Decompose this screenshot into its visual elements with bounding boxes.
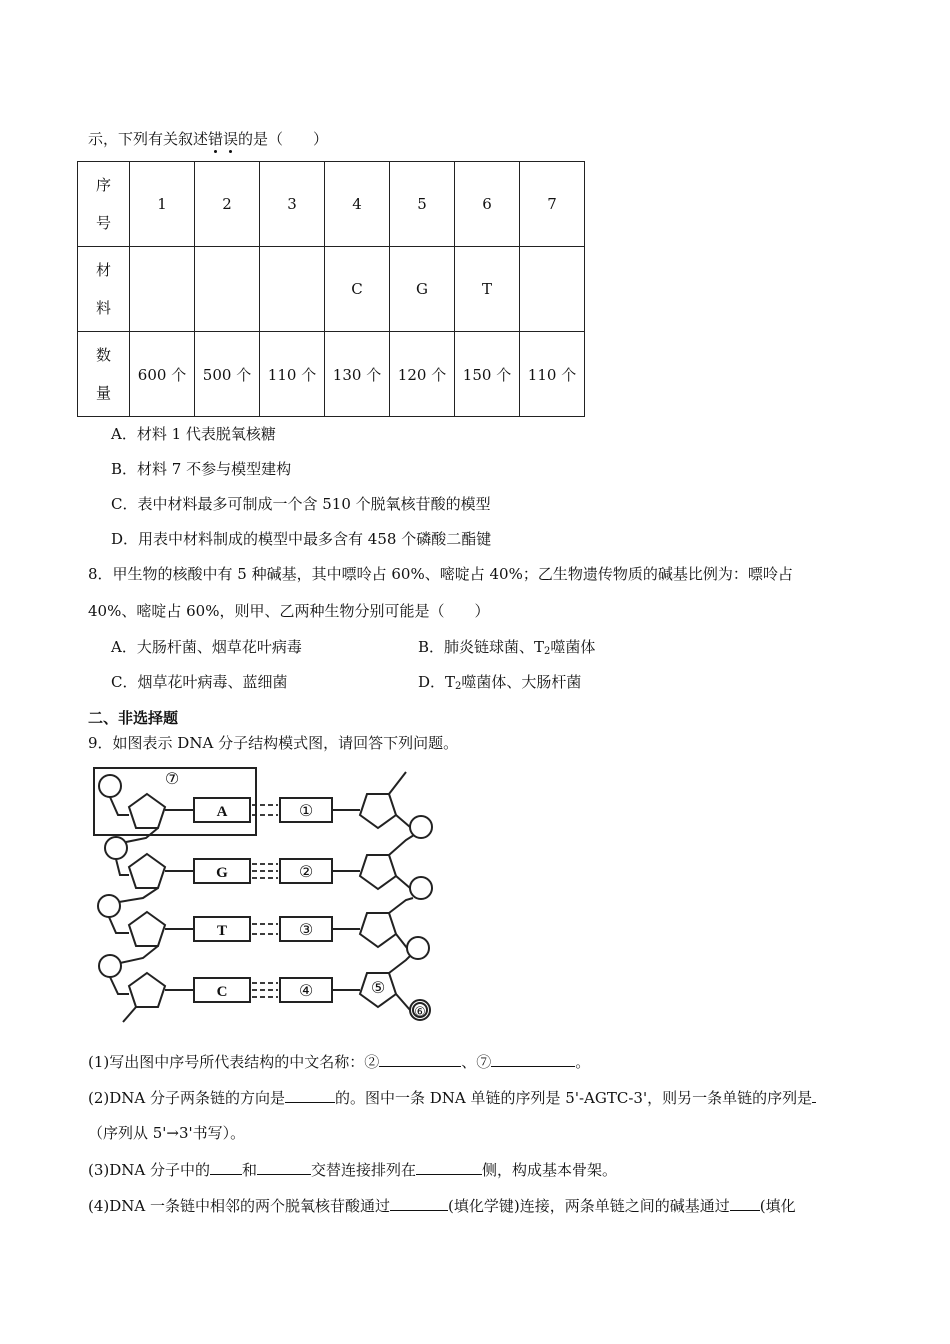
table-cell: 6: [455, 162, 520, 247]
phosphate-circle: [98, 895, 120, 917]
q9-part-3: (3)DNA 分子中的 和 交替连接排列在 侧，构成基本骨架。: [88, 1158, 617, 1180]
table-cell: G: [390, 247, 455, 332]
q7-intro-text: 示，下列有关叙述: [88, 130, 209, 148]
sugar-label: ⑤: [370, 978, 386, 997]
q9-part-2: (2)DNA 分子两条链的方向是 的。图中一条 DNA 单链的序列是 5'-AGTC-3'，则另一条单链的序列是: [88, 1086, 816, 1108]
q7-option-b: B．材料 7 不参与模型建构: [111, 460, 292, 478]
q7-intro-emphasis-1: 错: [208, 130, 224, 148]
table-cell: C: [325, 247, 390, 332]
q8-option-d: D．$T_2$噬菌体、大肠杆菌: [418, 673, 582, 692]
q8-option-a: A．大肠杆菌、烟草花叶病毒: [111, 638, 302, 656]
q9-stem: 9．如图表示 DNA 分子结构模式图，请回答下列问题。: [88, 734, 459, 752]
table-cell: [260, 247, 325, 332]
base-label-left: G: [216, 865, 228, 881]
table-cell: 120 个: [390, 332, 455, 417]
base-label-right: ②: [298, 862, 314, 881]
table-cell: 5: [390, 162, 455, 247]
table-cell: 4: [325, 162, 390, 247]
answer-blank[interactable]: [390, 1194, 448, 1211]
base-label-right: ③: [298, 920, 314, 939]
answer-blank[interactable]: [210, 1158, 242, 1175]
phosphate-circle: [99, 775, 121, 797]
q8-stem-line2: 40%、嘧啶占 60%，则甲、乙两种生物分别可能是（ ）: [88, 602, 490, 620]
materials-table: [77, 161, 585, 417]
base-label-right: ①: [298, 801, 314, 820]
table-row: [78, 247, 585, 332]
q9-part-1: (1)写出图中序号所代表结构的中文名称：② 、⑦ 。: [88, 1050, 590, 1072]
deoxyribose-pentagon: [129, 854, 165, 888]
row-header-cell: 序号: [78, 162, 130, 247]
base-label-left: A: [216, 804, 228, 820]
q7-option-d: D．用表中材料制成的模型中最多含有 458 个磷酸二酯键: [111, 530, 492, 548]
base-label-right: ④: [298, 981, 314, 1000]
q7-intro-emphasis-2: 误: [223, 130, 239, 148]
base-label-left: T: [216, 923, 228, 939]
table-cell: 7: [520, 162, 585, 247]
deoxyribose-pentagon: [360, 794, 396, 828]
phosphate-circle: [407, 937, 429, 959]
table-row: [78, 162, 585, 247]
phosphate-circle: [105, 837, 127, 859]
section-heading: 二、非选择题: [88, 709, 179, 727]
q8-stem-line1: 8．甲生物的核酸中有 5 种碱基，其中嘌呤占 60%、嘧啶占 40%；乙生物遗传物质的碱基比例为：嘌呤占: [88, 565, 793, 583]
table-cell: 110 个: [260, 332, 325, 417]
row-header-cell: 数量: [78, 332, 130, 417]
table-cell: 1: [130, 162, 195, 247]
phosphate-circle: [410, 877, 432, 899]
deoxyribose-pentagon: [129, 973, 165, 1007]
table-cell: [520, 247, 585, 332]
table-cell: 3: [260, 162, 325, 247]
q7-option-c: C．表中材料最多可制成一个含 510 个脱氧核苷酸的模型: [111, 495, 491, 513]
q9-part-2-line2: （序列从 5'→3'书写）。: [88, 1124, 246, 1142]
q9-part-4: (4)DNA 一条链中相邻的两个脱氧核苷酸通过 (填化学键)连接，两条单链之间的碱基通过 (填化: [88, 1194, 796, 1216]
answer-blank[interactable]: [416, 1158, 482, 1175]
table-cell: [195, 247, 260, 332]
table-cell: 500 个: [195, 332, 260, 417]
dna-structure-diagram: [88, 760, 448, 1030]
table-cell: 150 个: [455, 332, 520, 417]
table-cell: 2: [195, 162, 260, 247]
table-cell: 600 个: [130, 332, 195, 417]
table-cell: 110 个: [520, 332, 585, 417]
q7-intro: [88, 128, 328, 149]
answer-blank[interactable]: [257, 1158, 311, 1175]
q8-option-b: B．肺炎链球菌、$T_2$噬菌体: [418, 638, 596, 657]
deoxyribose-pentagon: [360, 913, 396, 947]
phosphate-circle: [99, 955, 121, 977]
answer-blank[interactable]: [379, 1050, 461, 1067]
base-label-left: C: [216, 984, 228, 1000]
answer-blank[interactable]: [812, 1086, 816, 1103]
q8-option-c: C．烟草花叶病毒、蓝细菌: [111, 673, 288, 691]
answer-blank[interactable]: [730, 1194, 760, 1211]
deoxyribose-pentagon: [360, 855, 396, 889]
table-row: [78, 332, 585, 417]
answer-blank[interactable]: [491, 1050, 575, 1067]
phosphate-label: ⑥: [414, 1005, 426, 1020]
nucleotide-label: ⑦: [164, 769, 180, 788]
q7-option-a: A．材料 1 代表脱氧核糖: [111, 425, 276, 443]
table-cell: 130 个: [325, 332, 390, 417]
table-cell: [130, 247, 195, 332]
q7-intro-tail: 的是（ ）: [238, 130, 329, 148]
deoxyribose-pentagon: [129, 794, 165, 828]
row-header-cell: 材料: [78, 247, 130, 332]
table-cell: T: [455, 247, 520, 332]
answer-blank[interactable]: [285, 1086, 335, 1103]
deoxyribose-pentagon: [129, 912, 165, 946]
